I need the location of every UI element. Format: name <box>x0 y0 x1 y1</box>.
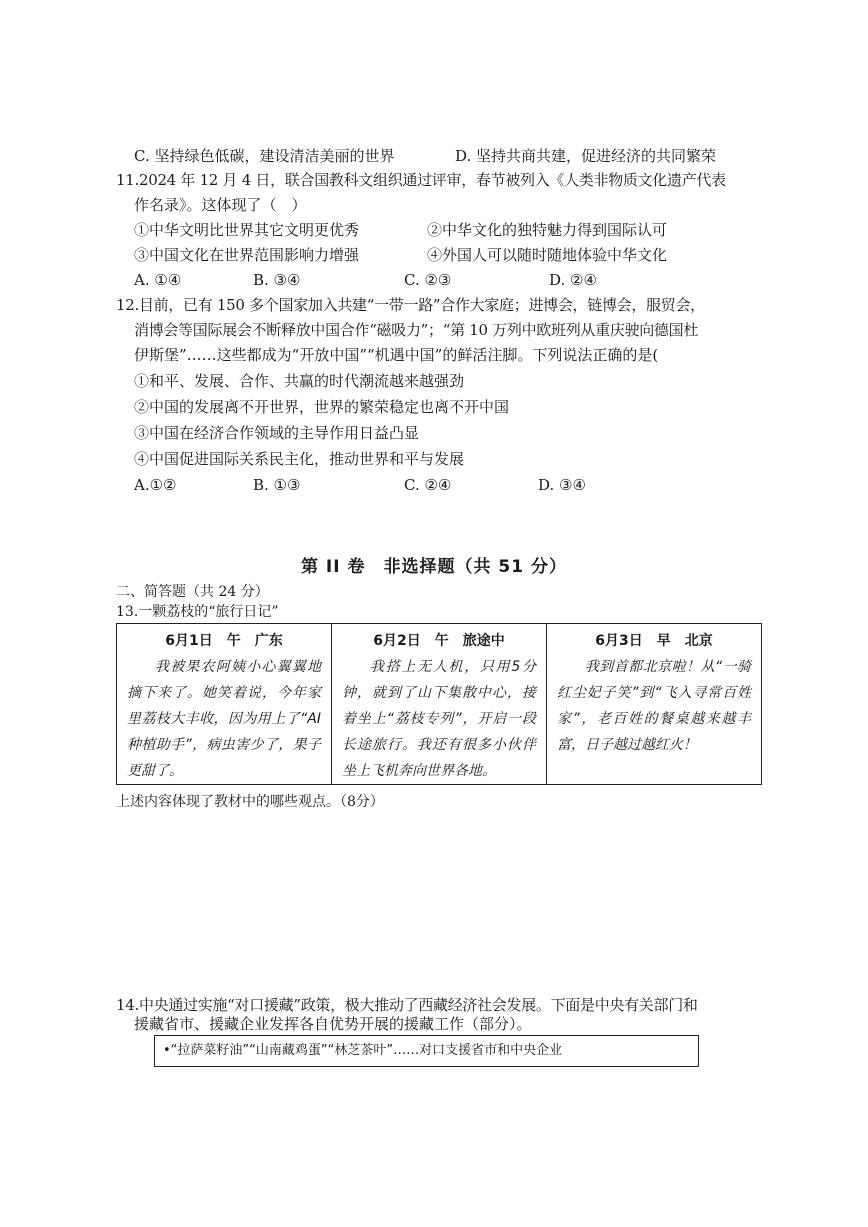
diary-text-day1: 我被果农阿姨小心翼翼地摘下来了。她笑着说，今年家里荔枝大丰收，因为用上了“AI 种植助手”，病虫害少了，果子更甜了。 <box>127 659 321 779</box>
q13-question: 上述内容体现了教材中的哪些观点。（8分） <box>116 794 384 810</box>
q14-stem-line2: 援藏省市、援藏企业发挥各自优势开展的援藏工作（部分）。 <box>134 1015 532 1033</box>
q11-item-2: ②中华文化的独特魅力得到国际认可 <box>427 221 668 239</box>
diary-text-day2: 我搭上无人机，只用5分钟，就到了山下集散中心，接着坐上“荔枝专列”，开启一段长途旅行。我还有很多小伙伴坐上飞机奔向世界各地。 <box>342 659 536 779</box>
q10-option-c: C. 坚持绿色低碳，建设清洁美丽的世界 <box>134 147 395 165</box>
q11-item-1: ①中华文明比世界其它文明更优秀 <box>134 221 360 239</box>
subsection-heading: 二、简答题（共 24 分） <box>116 584 269 600</box>
q12-item-4: ④中国促进国际关系民主化，推动世界和平与发展 <box>134 450 465 468</box>
q14-box <box>154 1035 699 1067</box>
diary-text-day3: 我到首都北京啦！从“一骑红尘妃子笑”到“飞入寻常百姓家”，老百姓的餐桌越来越丰富，日子越过越红火！ <box>557 659 751 753</box>
q11-option-b: B. ③④ <box>253 271 301 289</box>
q12-option-d: D. ③④ <box>538 476 586 494</box>
q12-stem-line3: 伊斯堡”……这些都成为“开放中国”“机遇中国”的鲜活注脚。下列说法正确的是( <box>134 346 659 364</box>
diary-head-day2: 6月2日 午 旅途中 <box>373 633 505 649</box>
q11-item-4: ④外国人可以随时随地体验中华文化 <box>427 246 668 264</box>
diary-cell-day1 <box>117 624 331 784</box>
q11-option-d: D. ②④ <box>549 271 597 289</box>
q11-stem-line1: 11.2024 年 12 月 4 日，联合国教科文组织通过评审，春节被列入《人类非物质文化遗产代表 <box>116 171 726 189</box>
q10-option-d: D. 坚持共商共建，促进经济的共同繁荣 <box>455 147 717 165</box>
diary-cell-day2 <box>331 624 546 784</box>
q12-item-1: ①和平、发展、合作、共赢的时代潮流越来越强劲 <box>134 372 465 390</box>
q12-stem-line2: 消博会等国际展会不断释放中国合作“磁吸力”；“第 10 万列中欧班列从重庆驶向德国杜 <box>134 321 699 339</box>
q11-item-3: ③中国文化在世界范围影响力增强 <box>134 246 360 264</box>
q12-option-b: B. ①③ <box>253 476 301 494</box>
q11-option-c: C. ②③ <box>404 271 452 289</box>
section-title: 第 II 卷 非选择题（共 51 分） <box>301 557 567 577</box>
q11-option-a: A. ①④ <box>134 271 182 289</box>
q13-title: 13.一颗荔枝的“旅行日记” <box>116 604 279 620</box>
q14-stem-line1: 14.中央通过实施“对口援藏”政策，极大推动了西藏经济社会发展。下面是中央有关部门和 <box>116 996 698 1014</box>
diary-head-day1: 6月1日 午 广东 <box>165 633 283 649</box>
q11-stem-line2: 作名录》。这体现了（ ） <box>134 196 307 214</box>
q12-item-3: ③中国在经济合作领域的主导作用日益凸显 <box>134 424 420 442</box>
diary-table <box>116 623 762 785</box>
q12-item-2: ②中国的发展离不开世界，世界的繁荣稳定也离不开中国 <box>134 398 510 416</box>
q12-option-a: A.①② <box>134 476 177 494</box>
q12-stem-line1: 12.目前，已有 150 多个国家加入共建“一带一路”合作大家庭；进博会，链博会，服贸会， <box>116 296 705 314</box>
q14-box-text: •“拉萨菜籽油”“山南藏鸡蛋”“林芝茶叶”……对口支援省市和中央企业 <box>163 1043 563 1058</box>
q12-option-c: C. ②④ <box>404 476 452 494</box>
diary-cell-day3 <box>546 624 761 784</box>
diary-head-day3: 6月3日 早 北京 <box>595 633 713 649</box>
